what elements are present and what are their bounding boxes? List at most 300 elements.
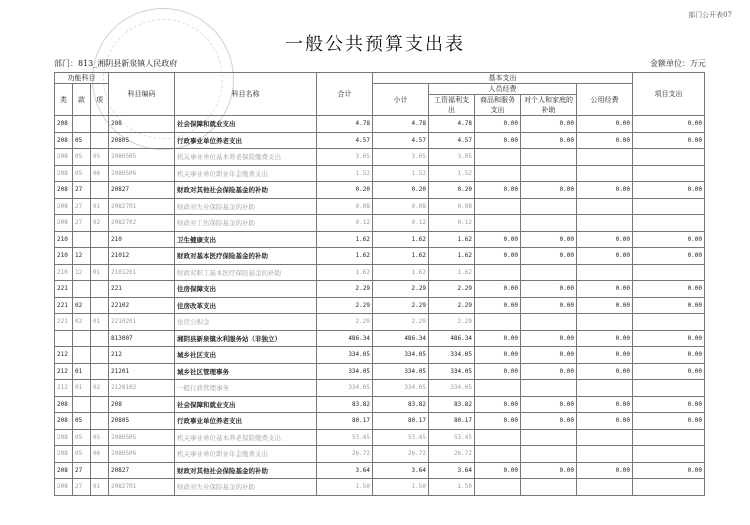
row-subject-code: 2082701 bbox=[109, 479, 175, 496]
header-kuan: 款 bbox=[73, 84, 91, 116]
row-subject-code: 22102 bbox=[109, 297, 175, 314]
row-lei: 208 bbox=[55, 413, 73, 430]
row-public bbox=[577, 446, 633, 463]
row-subsidy: 0.00 bbox=[521, 281, 577, 298]
row-subtotal: 334.05 bbox=[373, 347, 429, 364]
row-public bbox=[577, 479, 633, 496]
row-salary: 4.78 bbox=[429, 116, 475, 133]
row-salary: 3.05 bbox=[429, 149, 475, 166]
row-subtotal: 4.78 bbox=[373, 116, 429, 133]
row-total: 4.78 bbox=[317, 116, 373, 133]
row-total: 1.62 bbox=[317, 248, 373, 265]
row-lei: 212 bbox=[55, 363, 73, 380]
row-lei: 210 bbox=[55, 264, 73, 281]
row-xiang: 06 bbox=[91, 165, 109, 182]
row-subject-name: 住房保障支出 bbox=[175, 281, 317, 298]
row-project: 0.00 bbox=[633, 281, 705, 298]
row-total: 2.29 bbox=[317, 314, 373, 331]
row-subsidy bbox=[521, 380, 577, 397]
row-project bbox=[633, 446, 705, 463]
row-lei: 208 bbox=[55, 396, 73, 413]
row-subject-code: 208 bbox=[109, 396, 175, 413]
row-kuan bbox=[73, 396, 91, 413]
row-subject-name: 行政事业单位养老支出 bbox=[175, 132, 317, 149]
row-project: 0.00 bbox=[633, 182, 705, 199]
row-subject-code: 210 bbox=[109, 231, 175, 248]
row-total: 2.29 bbox=[317, 297, 373, 314]
row-subject-code: 20805 bbox=[109, 132, 175, 149]
row-subtotal: 0.12 bbox=[373, 215, 429, 232]
row-total: 80.17 bbox=[317, 413, 373, 430]
header-total: 合计 bbox=[317, 73, 373, 116]
row-subject-name: 机关事业单位基本养老保险缴费支出 bbox=[175, 429, 317, 446]
row-kuan: 27 bbox=[73, 198, 91, 215]
row-kuan: 27 bbox=[73, 215, 91, 232]
row-public: 0.00 bbox=[577, 231, 633, 248]
row-goods bbox=[475, 149, 521, 166]
row-kuan: 27 bbox=[73, 479, 91, 496]
row-kuan: 02 bbox=[73, 297, 91, 314]
row-kuan: 12 bbox=[73, 264, 91, 281]
row-project bbox=[633, 429, 705, 446]
row-goods bbox=[475, 314, 521, 331]
row-salary: 53.45 bbox=[429, 429, 475, 446]
page-title: 一般公共预算支出表 bbox=[285, 34, 465, 55]
table-row bbox=[55, 198, 705, 215]
row-xiang bbox=[91, 330, 109, 347]
table-row bbox=[55, 149, 705, 166]
row-xiang bbox=[91, 347, 109, 364]
row-subject-name: 财政对失业保险基金的补助 bbox=[175, 479, 317, 496]
table-row bbox=[55, 347, 705, 364]
row-lei: 208 bbox=[55, 429, 73, 446]
row-public: 0.00 bbox=[577, 281, 633, 298]
row-total: 53.45 bbox=[317, 429, 373, 446]
table-row bbox=[55, 330, 705, 347]
row-subtotal: 3.05 bbox=[373, 149, 429, 166]
row-project: 0.00 bbox=[633, 297, 705, 314]
row-lei: 208 bbox=[55, 479, 73, 496]
row-goods bbox=[475, 479, 521, 496]
header-func-code: 功能科目 bbox=[55, 73, 109, 84]
row-goods: 0.00 bbox=[475, 132, 521, 149]
row-salary: 83.82 bbox=[429, 396, 475, 413]
row-kuan: 05 bbox=[73, 132, 91, 149]
row-public: 0.00 bbox=[577, 363, 633, 380]
row-lei: 208 bbox=[55, 149, 73, 166]
row-subtotal: 1.50 bbox=[373, 479, 429, 496]
row-total: 1.50 bbox=[317, 479, 373, 496]
row-kuan bbox=[73, 281, 91, 298]
row-total: 3.05 bbox=[317, 149, 373, 166]
header-subject-code: 科目编码 bbox=[109, 73, 175, 116]
row-lei: 208 bbox=[55, 215, 73, 232]
row-project: 0.00 bbox=[633, 363, 705, 380]
row-project: 0.00 bbox=[633, 413, 705, 430]
row-lei: 208 bbox=[55, 132, 73, 149]
row-salary: 1.62 bbox=[429, 264, 475, 281]
row-xiang bbox=[91, 413, 109, 430]
row-subject-code: 20805 bbox=[109, 413, 175, 430]
row-goods bbox=[475, 215, 521, 232]
row-lei: 208 bbox=[55, 165, 73, 182]
row-subsidy bbox=[521, 198, 577, 215]
row-xiang: 05 bbox=[91, 149, 109, 166]
row-salary: 4.57 bbox=[429, 132, 475, 149]
row-salary: 1.50 bbox=[429, 479, 475, 496]
row-lei: 221 bbox=[55, 297, 73, 314]
row-kuan: 27 bbox=[73, 462, 91, 479]
row-project bbox=[633, 215, 705, 232]
row-lei: 208 bbox=[55, 182, 73, 199]
row-goods: 0.00 bbox=[475, 297, 521, 314]
table-row bbox=[55, 132, 705, 149]
row-xiang: 01 bbox=[91, 314, 109, 331]
row-total: 0.12 bbox=[317, 215, 373, 232]
row-goods: 0.00 bbox=[475, 248, 521, 265]
row-subject-name: 财政对失业保险基金的补助 bbox=[175, 198, 317, 215]
row-subject-name: 机关事业单位基本养老保险缴费支出 bbox=[175, 149, 317, 166]
row-total: 334.05 bbox=[317, 363, 373, 380]
row-project: 0.00 bbox=[633, 330, 705, 347]
row-project: 0.00 bbox=[633, 116, 705, 133]
row-subsidy bbox=[521, 479, 577, 496]
unit-label: 金额单位：万元 bbox=[650, 59, 706, 68]
row-subject-code: 2120102 bbox=[109, 380, 175, 397]
row-subsidy bbox=[521, 264, 577, 281]
row-xiang: 01 bbox=[91, 198, 109, 215]
row-public bbox=[577, 429, 633, 446]
row-project bbox=[633, 149, 705, 166]
row-project bbox=[633, 165, 705, 182]
row-kuan: 05 bbox=[73, 446, 91, 463]
row-total: 0.08 bbox=[317, 198, 373, 215]
row-kuan: 01 bbox=[73, 380, 91, 397]
row-salary: 1.62 bbox=[429, 231, 475, 248]
row-subject-name: 住房公积金 bbox=[175, 314, 317, 331]
row-subsidy: 0.00 bbox=[521, 413, 577, 430]
row-xiang bbox=[91, 248, 109, 265]
row-xiang bbox=[91, 462, 109, 479]
row-kuan: 01 bbox=[73, 363, 91, 380]
table-row bbox=[55, 413, 705, 430]
row-goods bbox=[475, 429, 521, 446]
row-total: 3.64 bbox=[317, 462, 373, 479]
row-xiang bbox=[91, 396, 109, 413]
row-public bbox=[577, 198, 633, 215]
row-public: 0.00 bbox=[577, 347, 633, 364]
row-xiang: 06 bbox=[91, 446, 109, 463]
row-subsidy bbox=[521, 429, 577, 446]
row-subtotal: 80.17 bbox=[373, 413, 429, 430]
row-lei: 221 bbox=[55, 281, 73, 298]
row-subtotal: 0.08 bbox=[373, 198, 429, 215]
table-row bbox=[55, 215, 705, 232]
row-kuan: 12 bbox=[73, 248, 91, 265]
row-subtotal: 486.34 bbox=[373, 330, 429, 347]
row-salary: 2.29 bbox=[429, 314, 475, 331]
row-kuan bbox=[73, 116, 91, 133]
row-subtotal: 26.72 bbox=[373, 446, 429, 463]
row-total: 1.62 bbox=[317, 231, 373, 248]
header-salary: 工资福利支出 bbox=[429, 95, 475, 116]
row-subsidy: 0.00 bbox=[521, 363, 577, 380]
row-goods bbox=[475, 264, 521, 281]
row-subtotal: 2.29 bbox=[373, 281, 429, 298]
row-public: 0.00 bbox=[577, 248, 633, 265]
row-subject-name: 行政事业单位养老支出 bbox=[175, 413, 317, 430]
row-lei: 208 bbox=[55, 462, 73, 479]
row-subject-name: 财政对工伤保险基金的补助 bbox=[175, 215, 317, 232]
row-subsidy: 0.00 bbox=[521, 347, 577, 364]
row-salary: 26.72 bbox=[429, 446, 475, 463]
row-salary: 0.08 bbox=[429, 198, 475, 215]
row-total: 486.34 bbox=[317, 330, 373, 347]
row-public: 0.00 bbox=[577, 462, 633, 479]
row-goods bbox=[475, 380, 521, 397]
row-subtotal: 0.20 bbox=[373, 182, 429, 199]
row-goods: 0.00 bbox=[475, 347, 521, 364]
row-total: 4.57 bbox=[317, 132, 373, 149]
row-goods bbox=[475, 165, 521, 182]
row-public bbox=[577, 314, 633, 331]
row-subtotal: 1.52 bbox=[373, 165, 429, 182]
header-personnel: 人员经费 bbox=[429, 84, 577, 95]
row-subject-code: 21012 bbox=[109, 248, 175, 265]
row-kuan bbox=[73, 330, 91, 347]
row-subject-name: 财政对其他社会保险基金的补助 bbox=[175, 182, 317, 199]
row-subsidy: 0.00 bbox=[521, 297, 577, 314]
row-subject-code: 2080505 bbox=[109, 149, 175, 166]
header-goods: 商品和服务支出 bbox=[475, 95, 521, 116]
row-subsidy bbox=[521, 314, 577, 331]
row-salary: 80.17 bbox=[429, 413, 475, 430]
row-lei: 208 bbox=[55, 446, 73, 463]
row-salary: 334.05 bbox=[429, 363, 475, 380]
row-lei: 208 bbox=[55, 116, 73, 133]
row-goods: 0.00 bbox=[475, 396, 521, 413]
row-total: 0.20 bbox=[317, 182, 373, 199]
row-subtotal: 1.62 bbox=[373, 231, 429, 248]
row-project bbox=[633, 380, 705, 397]
row-subject-name: 社会保障和就业支出 bbox=[175, 396, 317, 413]
header-lei: 类 bbox=[55, 84, 73, 116]
row-subject-name: 财政对基本医疗保险基金的补助 bbox=[175, 248, 317, 265]
row-subsidy: 0.00 bbox=[521, 231, 577, 248]
row-subsidy: 0.00 bbox=[521, 182, 577, 199]
row-subject-code: 2080506 bbox=[109, 446, 175, 463]
row-salary: 0.20 bbox=[429, 182, 475, 199]
row-subtotal: 334.05 bbox=[373, 380, 429, 397]
row-goods bbox=[475, 198, 521, 215]
row-kuan bbox=[73, 347, 91, 364]
row-salary: 1.62 bbox=[429, 248, 475, 265]
row-total: 334.05 bbox=[317, 347, 373, 364]
row-total: 2.29 bbox=[317, 281, 373, 298]
row-subject-code: 2082702 bbox=[109, 215, 175, 232]
row-xiang: 05 bbox=[91, 429, 109, 446]
row-lei: 212 bbox=[55, 347, 73, 364]
row-project: 0.00 bbox=[633, 248, 705, 265]
row-xiang bbox=[91, 132, 109, 149]
row-lei: 208 bbox=[55, 198, 73, 215]
row-public bbox=[577, 380, 633, 397]
row-subject-name: 一般行政管理事务 bbox=[175, 380, 317, 397]
table-row bbox=[55, 165, 705, 182]
row-project bbox=[633, 479, 705, 496]
row-public bbox=[577, 264, 633, 281]
row-project: 0.00 bbox=[633, 462, 705, 479]
row-subject-name: 湘阴县新泉镇水利服务站（非独立） bbox=[175, 330, 317, 347]
row-lei: 210 bbox=[55, 248, 73, 265]
row-xiang: 01 bbox=[91, 479, 109, 496]
row-subject-name: 财政对职工基本医疗保险基金的补助 bbox=[175, 264, 317, 281]
row-salary: 2.29 bbox=[429, 281, 475, 298]
row-salary: 2.29 bbox=[429, 297, 475, 314]
table-row bbox=[55, 281, 705, 298]
row-subsidy bbox=[521, 165, 577, 182]
row-salary: 334.05 bbox=[429, 380, 475, 397]
row-public: 0.00 bbox=[577, 116, 633, 133]
header-subtotal: 小计 bbox=[373, 84, 429, 116]
row-lei bbox=[55, 330, 73, 347]
row-public: 0.00 bbox=[577, 396, 633, 413]
expenditure-table bbox=[54, 72, 705, 496]
row-subtotal: 53.45 bbox=[373, 429, 429, 446]
row-salary: 1.52 bbox=[429, 165, 475, 182]
row-xiang bbox=[91, 116, 109, 133]
row-kuan bbox=[73, 231, 91, 248]
row-xiang bbox=[91, 182, 109, 199]
table-row bbox=[55, 297, 705, 314]
row-project: 0.00 bbox=[633, 231, 705, 248]
row-subject-code: 20827 bbox=[109, 462, 175, 479]
row-subject-code: 212 bbox=[109, 347, 175, 364]
row-xiang bbox=[91, 281, 109, 298]
row-subsidy: 0.00 bbox=[521, 116, 577, 133]
row-subject-code: 2080505 bbox=[109, 429, 175, 446]
row-project bbox=[633, 264, 705, 281]
row-project bbox=[633, 198, 705, 215]
table-row bbox=[55, 479, 705, 496]
row-goods: 0.00 bbox=[475, 363, 521, 380]
table-row bbox=[55, 380, 705, 397]
row-project: 0.00 bbox=[633, 347, 705, 364]
row-xiang: 02 bbox=[91, 380, 109, 397]
row-goods bbox=[475, 446, 521, 463]
row-goods: 0.00 bbox=[475, 462, 521, 479]
table-row bbox=[55, 314, 705, 331]
header-basic: 基本支出 bbox=[373, 73, 633, 84]
row-subject-code: 2101201 bbox=[109, 264, 175, 281]
row-salary: 334.05 bbox=[429, 347, 475, 364]
row-subject-code: 2082701 bbox=[109, 198, 175, 215]
row-subject-code: 20827 bbox=[109, 182, 175, 199]
row-public: 0.00 bbox=[577, 132, 633, 149]
row-xiang: 02 bbox=[91, 215, 109, 232]
row-project bbox=[633, 314, 705, 331]
table-row bbox=[55, 396, 705, 413]
row-total: 26.72 bbox=[317, 446, 373, 463]
row-kuan: 05 bbox=[73, 149, 91, 166]
row-subject-code: 2080506 bbox=[109, 165, 175, 182]
row-xiang: 01 bbox=[91, 264, 109, 281]
table-row bbox=[55, 446, 705, 463]
table-row bbox=[55, 182, 705, 199]
row-total: 1.62 bbox=[317, 264, 373, 281]
row-total: 83.82 bbox=[317, 396, 373, 413]
table-row bbox=[55, 116, 705, 133]
row-subject-code: 813007 bbox=[109, 330, 175, 347]
row-subject-code: 208 bbox=[109, 116, 175, 133]
row-subject-name: 机关事业单位职业年金缴费支出 bbox=[175, 165, 317, 182]
row-salary: 0.12 bbox=[429, 215, 475, 232]
row-subtotal: 3.64 bbox=[373, 462, 429, 479]
row-subsidy: 0.00 bbox=[521, 248, 577, 265]
row-goods: 0.00 bbox=[475, 231, 521, 248]
row-lei: 221 bbox=[55, 314, 73, 331]
row-subsidy: 0.00 bbox=[521, 330, 577, 347]
row-xiang bbox=[91, 231, 109, 248]
row-goods: 0.00 bbox=[475, 116, 521, 133]
row-subject-name: 财政对其他社会保险基金的补助 bbox=[175, 462, 317, 479]
table-row bbox=[55, 429, 705, 446]
row-salary: 486.34 bbox=[429, 330, 475, 347]
row-subtotal: 2.29 bbox=[373, 314, 429, 331]
header-public: 公用经费 bbox=[577, 84, 633, 116]
row-subject-code: 2210201 bbox=[109, 314, 175, 331]
table-row bbox=[55, 363, 705, 380]
row-subsidy bbox=[521, 446, 577, 463]
row-subtotal: 4.57 bbox=[373, 132, 429, 149]
row-xiang bbox=[91, 297, 109, 314]
row-project: 0.00 bbox=[633, 132, 705, 149]
table-row bbox=[55, 248, 705, 265]
table-row bbox=[55, 231, 705, 248]
row-project: 0.00 bbox=[633, 396, 705, 413]
row-subject-name: 城乡社区支出 bbox=[175, 347, 317, 364]
row-public bbox=[577, 149, 633, 166]
row-kuan: 02 bbox=[73, 314, 91, 331]
row-public: 0.00 bbox=[577, 330, 633, 347]
row-goods: 0.00 bbox=[475, 413, 521, 430]
row-goods: 0.00 bbox=[475, 281, 521, 298]
row-subject-name: 机关事业单位职业年金缴费支出 bbox=[175, 446, 317, 463]
row-goods: 0.00 bbox=[475, 182, 521, 199]
table-row bbox=[55, 462, 705, 479]
row-subtotal: 1.62 bbox=[373, 248, 429, 265]
row-subtotal: 2.29 bbox=[373, 297, 429, 314]
header-subject-name: 科目名称 bbox=[175, 73, 317, 116]
row-salary: 3.64 bbox=[429, 462, 475, 479]
row-subject-code: 21201 bbox=[109, 363, 175, 380]
row-lei: 212 bbox=[55, 380, 73, 397]
page-code: 部门公开表07 bbox=[688, 11, 732, 19]
row-subject-name: 城乡社区管理事务 bbox=[175, 363, 317, 380]
row-kuan: 05 bbox=[73, 165, 91, 182]
row-subsidy: 0.00 bbox=[521, 396, 577, 413]
row-subtotal: 334.05 bbox=[373, 363, 429, 380]
row-subject-name: 卫生健康支出 bbox=[175, 231, 317, 248]
row-subsidy bbox=[521, 215, 577, 232]
row-public bbox=[577, 165, 633, 182]
row-public: 0.00 bbox=[577, 297, 633, 314]
row-subsidy: 0.00 bbox=[521, 462, 577, 479]
row-public: 0.00 bbox=[577, 413, 633, 430]
row-subtotal: 83.82 bbox=[373, 396, 429, 413]
row-subsidy bbox=[521, 149, 577, 166]
row-goods: 0.00 bbox=[475, 330, 521, 347]
